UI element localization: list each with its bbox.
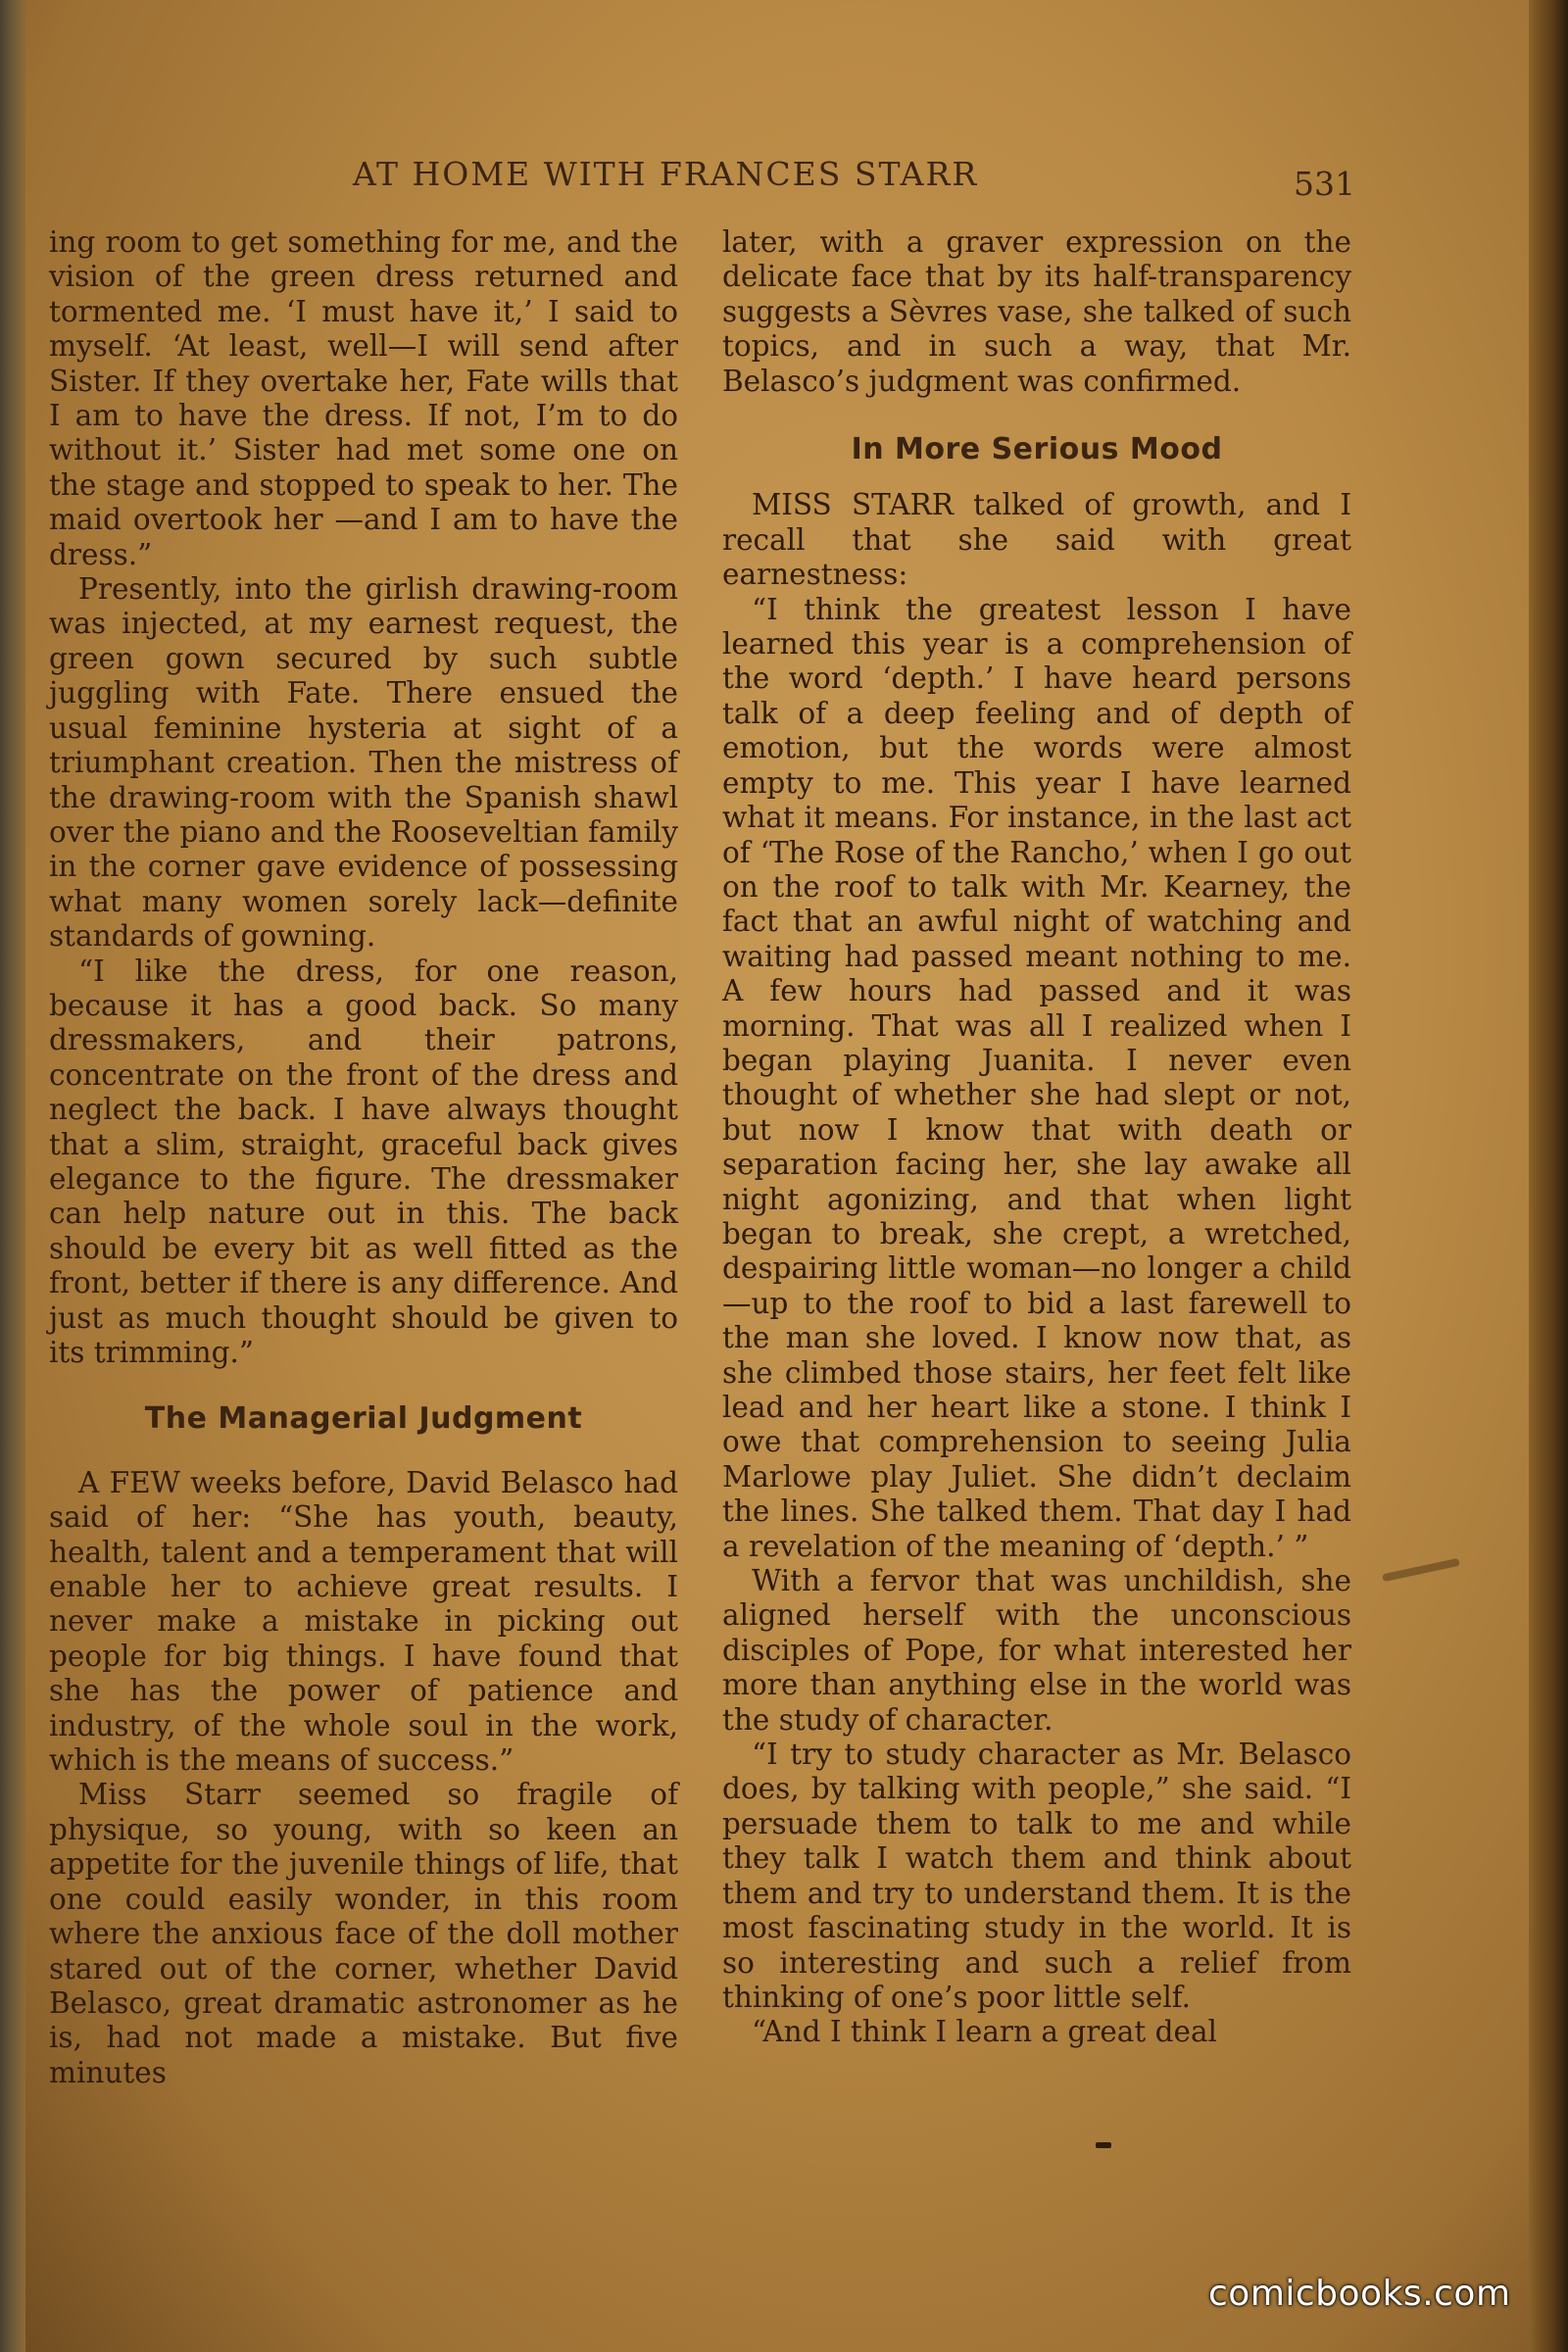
site-watermark: comicbooks.com [1208,2274,1511,2314]
paragraph: “And I think I learn a great deal [752,2015,1217,2049]
page-number: 531 [1294,165,1355,203]
paragraph: Presently, into the girlish drawing-room was injected, at my earnest request, the green gown secured by such subtle juggling with Fate. There ensued the usual feminine hysteria at sight of a triumphant creation. Then the mistress of the drawing-room with the Spanish shawl over the piano and the Rooseveltian family in the corner gave evidence of possessing what many women sorely lack—definite standards of gowning. [49,572,678,954]
page-header [0,155,1568,204]
paragraph: Miss Starr seemed so fragile of physique, so young, with so keen an appetite for the juvenile things of life, that one could easily wonder, in this room where the anxious face of the doll mother stared out of the corner, whether David Belasco, great dramatic astronomer as he is, had not made a mistake. But five minutes [49,1778,678,2089]
paragraph: ing room to get something for me, and the vision of the green dress returned and tormented me. ‘I must have it,’ I said to myself. ‘At least, well—I will send after Sister. If they overtake her, Fate wills that I am to have the dress. If not, I’m to do without it.’ Sister had met some one on the stage and stopped to speak to her. The maid overtook her —and I am to have the dress.” [49,225,678,571]
paragraph: “I think the greatest lesson I have learned this year is a comprehension of the word ‘depth.’ I have heard persons talk of a deep feeling and of depth of emotion, but the words were almost empty to me. This year I have learned what it means. For instance, in the last act of ‘The Rose of the Rancho,’ when I go out on the roof to talk with Mr. Kearney, the fact that an awful night of watching and waiting had passed meant nothing to me. A few hours had passed and it was morning. That was all I realized when I began playing Juanita. I never even thought of whether she had slept or not, but now I know that with death or separation facing her, she lay awake all night agonizing, and that when light began to break, she crept, a wretched, despairing little woman—no longer a child—up to the roof to bid a last farewell to the man she loved. I know now that, as she climbed those stairs, her feet felt like lead and her heart like a stone. I think I owe that comprehension to seeing Julia Marlowe play Juliet. She didn’t declaim the lines. She talked them. That day I had a revelation of the meaning of ‘depth.’ ” [722,592,1351,1563]
paragraph: With a fervor that was unchildish, she aligned herself with the unconscious disciples of Pope, for what interested her more than anything else in the world was the study of character. [722,1564,1351,1737]
paragraph: MISS STARR talked of growth, and I recall that she said with great earnestness: [722,488,1351,592]
subhead-more-serious-mood: In More Serious Mood [851,432,1223,467]
subhead-managerial-judgment: The Managerial Judgment [144,1401,583,1437]
page-edge-right [1529,0,1568,2352]
paragraph: later, with a graver expression on the delicate face that by its half-transparency suggests a Sèvres vase, she talked of such topics, and in such a way, that Mr. Belasco’s judgment was confirmed. [722,225,1351,398]
stray-pencil-mark [1382,1558,1460,1582]
paragraph: A FEW weeks before, David Belasco had said of her: “She has youth, beauty, health, talent and a temperament that will enable her to achieve great results. I never make a mistake in picking out people for big things. I have found that she has the power of patience and industry, of the whole soul in the work, which is the means of success.” [49,1465,678,1778]
page-edge-left [0,0,25,2352]
page-dot-mark [1096,2142,1111,2148]
paragraph: “I try to study character as Mr. Belasco does, by talking with people,” she said. “I persuade them to talk to me and while they talk I watch them and think about them and try to understand them. It is the most fascinating study in the world. It is so interesting and such a relief from thinking of one’s poor little self. [722,1738,1351,2014]
running-head: AT HOME WITH FRANCES STARR [353,155,979,193]
left-column [49,225,678,2090]
right-column [722,225,1351,2050]
paragraph: “I like the dress, for one reason, because it has a good back. So many dressmakers, and their patrons, concentrate on the front of the dress and neglect the back. I have always thought that a slim, straight, graceful back gives elegance to the figure. The dressmaker can help nature out in this. The back should be every bit as well fitted as the front, better if there is any difference. And just as much thought should be given to its trimming.” [49,954,678,1369]
